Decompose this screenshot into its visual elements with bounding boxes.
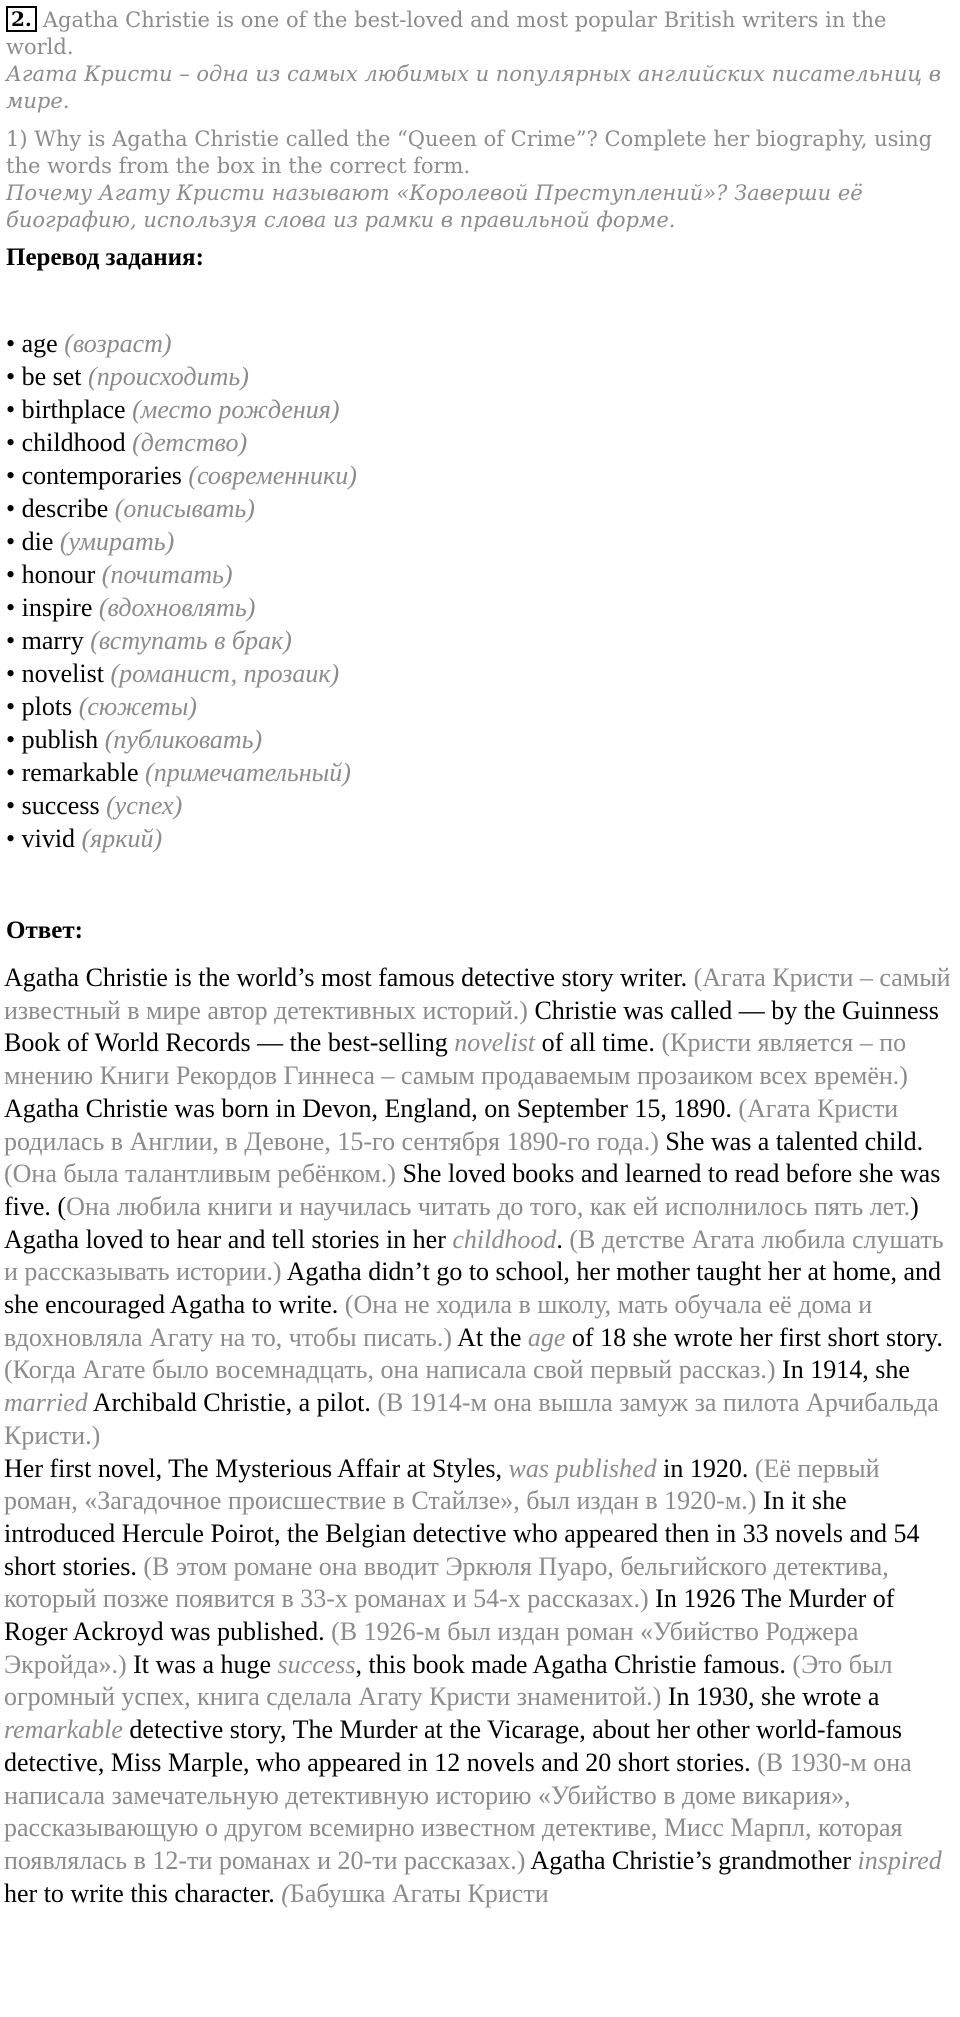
task-number-box: 2.: [6, 6, 37, 32]
bullet-icon: •: [6, 428, 22, 457]
answer-translation: (Агата Кристи – самый известный в мире автор детективных историй.): [4, 963, 951, 1025]
vocabulary-translation: (место рождения): [132, 395, 340, 424]
bullet-icon: •: [6, 725, 22, 754]
vocabulary-item: [6, 393, 357, 426]
vocabulary-item: [6, 525, 357, 558]
answer-sentence: .: [556, 1224, 570, 1254]
vocabulary-word: contemporaries: [21, 461, 182, 490]
vocabulary-translation: (вдохновлять): [98, 593, 256, 622]
vocabulary-word: inspire: [21, 593, 93, 622]
vocabulary-translation: (возраст): [64, 329, 172, 358]
answer-keyword: was published: [508, 1453, 657, 1483]
bullet-icon: •: [6, 659, 22, 688]
answer-sentence: In 1930, she wrote a: [661, 1682, 880, 1712]
answer-keyword: (: [281, 1878, 290, 1908]
vocabulary-item: [6, 426, 357, 459]
vocabulary-translation: (успех): [106, 791, 183, 820]
bullet-icon: •: [6, 560, 22, 589]
answer-keyword: childhood: [452, 1224, 557, 1254]
answer-keyword: married: [4, 1388, 88, 1418]
vocabulary-item: [6, 624, 357, 657]
answer-translation: (В этом романе она вводит Эркюля Пуаро, бельгийского детектива, который позже появится в 33-х романах и 54-х рассказах.): [4, 1551, 889, 1614]
bullet-icon: •: [6, 758, 22, 787]
vocabulary-item: [6, 723, 357, 756]
bullet-icon: •: [6, 329, 22, 358]
vocabulary-item: [6, 756, 357, 789]
answer-translation: Бабушка Агаты Кристи: [289, 1878, 549, 1908]
answer-sentence: In 1926 The Murder of Roger Ackroyd was published.: [4, 1584, 895, 1647]
answer-text: [4, 962, 954, 1910]
answer-translation: (Это был огромный успех, книга сделала Агату Кристи знаменитой.): [4, 1649, 893, 1712]
answer-sentence: of 18 she wrote her first short story.: [565, 1322, 943, 1352]
answer-paragraph: [4, 962, 954, 1093]
answer-heading: Ответ:: [6, 917, 83, 944]
answer-translation: (Кристи является – по мнению Книги Рекордов Гиннеса – самым продаваемым прозаиком всех времён.): [4, 1028, 908, 1091]
vocabulary-word: honour: [21, 560, 96, 589]
vocabulary-item: [6, 591, 357, 624]
vocabulary-item: [6, 459, 357, 492]
vocabulary-word: success: [21, 791, 100, 820]
answer-sentence: Agatha Christie’s grandmother: [525, 1845, 858, 1875]
task-intro-en: Agatha Christie is one of the best-loved and most popular British writers in the world.: [6, 8, 887, 59]
vocabulary-translation: (яркий): [81, 824, 163, 853]
vocabulary-translation: (романист, прозаик): [110, 659, 340, 688]
task-intro-ru: Агата Кристи – одна из самых любимых и популярных английских писательниц в мире.: [6, 62, 941, 113]
vocabulary-word: childhood: [21, 428, 126, 457]
answer-translation: (Она была талантливым ребёнком.): [4, 1159, 396, 1189]
vocabulary-word: be set: [21, 362, 82, 391]
answer-sentence: Christie was called — by the Guinness Book of World Records — the best-selling: [4, 995, 939, 1058]
vocabulary-translation: (умирать): [59, 527, 175, 556]
vocabulary-word: describe: [21, 494, 109, 523]
vocabulary-translation: (детство): [132, 428, 248, 457]
answer-sentence: In 1914, she: [775, 1355, 910, 1385]
vocabulary-word: novelist: [21, 659, 104, 688]
vocabulary-word: die: [21, 527, 54, 556]
answer-sentence: Her first novel, The Mysterious Affair at Styles,: [4, 1453, 509, 1483]
vocabulary-word: remarkable: [21, 758, 139, 787]
answer-translation: (В 1914-м она вышла замуж за пилота Арчибальда Кристи.): [4, 1388, 939, 1450]
vocabulary-word: vivid: [21, 824, 76, 853]
vocabulary-translation: (современники): [188, 461, 357, 490]
vocabulary-word: publish: [21, 725, 99, 754]
vocabulary-translation: (публиковать): [104, 725, 263, 754]
answer-sentence: Archibald Christie, a pilot.: [87, 1388, 378, 1418]
answer-sentence: ): [910, 1191, 919, 1221]
vocabulary-translation: (примечательный): [145, 758, 351, 787]
answer-translation: (В 1926-м был издан роман «Убийство Роджера Экройда».): [4, 1617, 859, 1679]
answer-translation: (В детстве Агата любила слушать и рассказывать истории.): [4, 1224, 944, 1287]
answer-sentence: of all time.: [535, 1028, 662, 1058]
task-question-ru: Почему Агату Кристи называют «Королевой Преступлений»? Заверши её биографию, используя слова из рамки в правильной форме.: [6, 181, 863, 232]
answer-sentence: detective story, The Murder at the Vicarage, about her other world-famous detective, Miss Marple, who appeared in 12 novels and 20 short stories.: [4, 1715, 903, 1777]
answer-paragraph: [4, 1453, 954, 1911]
answer-sentence: Agatha Christie was born in Devon, England, on September 15, 1890.: [4, 1093, 739, 1123]
answer-translation: (Её первый роман, «Загадочное происшествие в Стайлзе», был издан в 1920-м.): [4, 1453, 880, 1516]
vocabulary-item: [6, 822, 357, 855]
bullet-icon: •: [6, 461, 22, 490]
answer-translation: (Агата Кристи родилась в Англии, в Девоне, 15-го сентября 1890-го года.): [4, 1093, 899, 1156]
answer-keyword: success: [277, 1649, 356, 1679]
vocabulary-translation: (вступать в брак): [90, 626, 292, 655]
bullet-icon: •: [6, 593, 22, 622]
vocabulary-item: [6, 789, 357, 822]
answer-sentence: Agatha Christie is the world’s most famous detective story writer.: [4, 963, 694, 992]
answer-translation: (Когда Агате было восемнадцать, она написала свой первый рассказ.): [4, 1355, 776, 1385]
bullet-icon: •: [6, 527, 22, 556]
vocabulary-item: [6, 657, 357, 690]
answer-translation: (В 1930-м она написала замечательную детективную историю «Убийство в доме викария», рассказывающую о другом всемирно известном детективе, Мисс Марпл, которая появлялась в 12-ти романах и 20-ти рассказах.): [4, 1747, 912, 1875]
vocabulary-word: birthplace: [21, 395, 126, 424]
bullet-icon: •: [6, 824, 22, 853]
answer-sentence: Agatha didn’t go to school, her mother taught her at home, and she encouraged Agatha to write.: [4, 1257, 942, 1320]
answer-keyword: age: [527, 1322, 566, 1352]
vocabulary-word: age: [21, 329, 58, 358]
bullet-icon: •: [6, 791, 22, 820]
bullet-icon: •: [6, 626, 22, 655]
answer-sentence: her to write this character.: [4, 1878, 282, 1908]
answer-keyword: inspired: [857, 1845, 942, 1875]
translation-heading: Перевод задания:: [6, 244, 204, 271]
vocabulary-word: marry: [21, 626, 84, 655]
bullet-icon: •: [6, 692, 22, 721]
answer-paragraph: [4, 1093, 954, 1453]
bullet-icon: •: [6, 494, 22, 523]
task-question-en: 1) Why is Agatha Christie called the “Queen of Crime”? Complete her biography, using the words from the box in the correct form.: [6, 127, 933, 178]
vocabulary-item: [6, 327, 357, 360]
answer-translation: (Она не ходила в школу, мать обучала её дома и вдохновляла Агату на то, чтобы писать.): [4, 1290, 873, 1352]
vocabulary-translation: (описывать): [114, 494, 255, 523]
vocabulary-list: [6, 327, 357, 855]
answer-sentence: Agatha loved to hear and tell stories in her: [4, 1224, 453, 1254]
vocabulary-item: [6, 690, 357, 723]
answer-sentence: , this book made Agatha Christie famous.: [355, 1649, 793, 1679]
vocabulary-translation: (сюжеты): [78, 692, 197, 721]
bullet-icon: •: [6, 362, 22, 391]
answer-sentence: She loved books and learned to read before she was five. (: [4, 1159, 941, 1221]
answer-sentence: In it she introduced Hercule Poirot, the Belgian detective who appeared then in 33 novels and 54 short stories.: [4, 1486, 920, 1581]
vocabulary-translation: (почитать): [101, 560, 233, 589]
vocabulary-item: [6, 558, 357, 591]
vocabulary-item: [6, 492, 357, 525]
vocabulary-item: [6, 360, 357, 393]
vocabulary-word: plots: [21, 692, 73, 721]
answer-sentence: in 1920.: [656, 1453, 755, 1483]
answer-sentence: At the: [452, 1322, 528, 1352]
answer-sentence: It was a huge: [126, 1649, 278, 1679]
answer-keyword: novelist: [454, 1028, 536, 1058]
task-block: [6, 6, 951, 234]
answer-translation: Она любила книги и научилась читать до того, как ей исполнилось пять лет.: [66, 1191, 911, 1221]
task-intro: [6, 6, 951, 61]
answer-sentence: She was a talented child.: [658, 1126, 924, 1156]
answer-keyword: remarkable: [4, 1715, 123, 1745]
bullet-icon: •: [6, 395, 22, 424]
vocabulary-translation: (происходить): [88, 362, 249, 391]
